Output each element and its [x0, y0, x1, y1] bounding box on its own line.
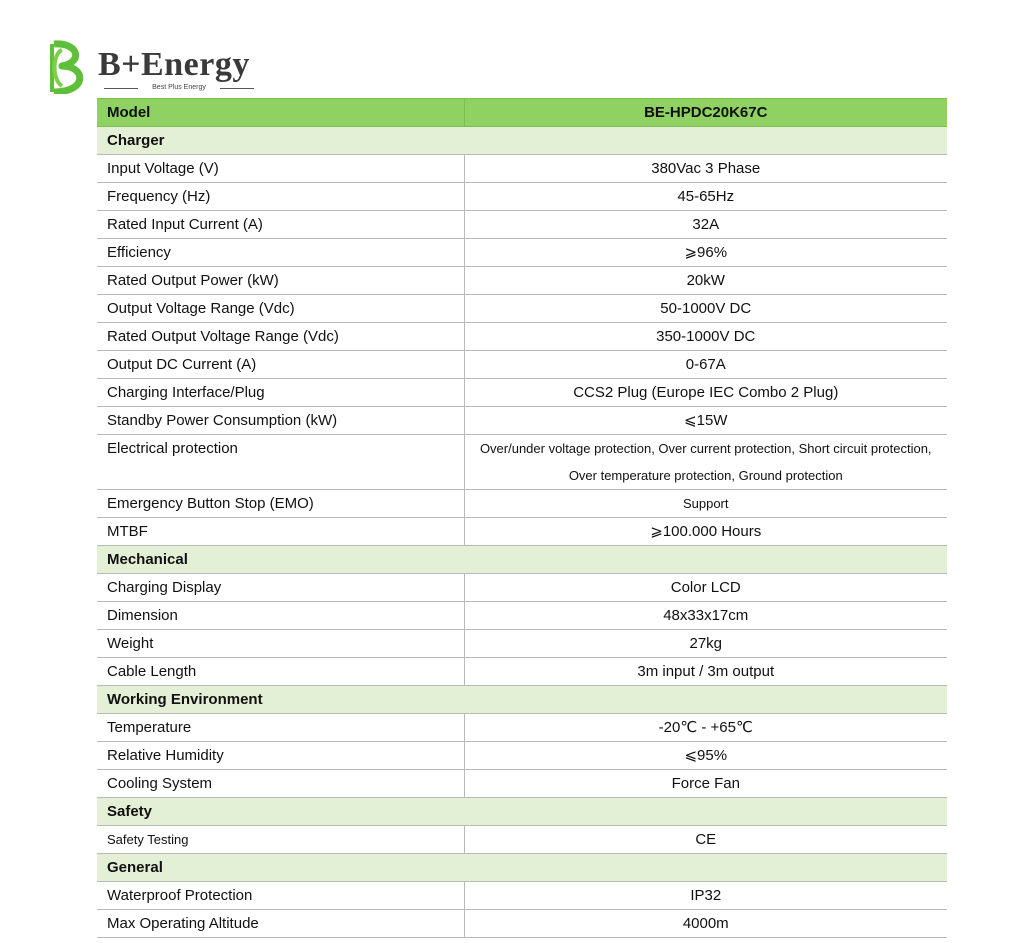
row-label: Max Operating Altitude: [97, 910, 464, 938]
table-row: [97, 323, 947, 351]
row-label: Charging Interface/Plug: [97, 379, 464, 407]
row-value: ⩽15W: [464, 407, 947, 435]
row-label: Rated Output Power (kW): [97, 267, 464, 295]
table-row: [97, 602, 947, 630]
row-value: 350-1000V DC: [464, 323, 947, 351]
spec-table: [97, 98, 947, 938]
header-label: Model: [97, 99, 464, 127]
row-label: Weight: [97, 630, 464, 658]
row-value: 48x33x17cm: [464, 602, 947, 630]
table-row: [97, 351, 947, 379]
table-row: [97, 658, 947, 686]
section-title: Safety: [97, 798, 947, 826]
row-label: Output DC Current (A): [97, 351, 464, 379]
row-label: Input Voltage (V): [97, 155, 464, 183]
row-value: 32A: [464, 211, 947, 239]
row-value: -20℃ - +65℃: [464, 714, 947, 742]
row-value: CE: [464, 826, 947, 854]
brand-tagline: Best Plus Energy: [104, 84, 254, 91]
row-value: 3m input / 3m output: [464, 658, 947, 686]
row-value: Force Fan: [464, 770, 947, 798]
row-label: Safety Testing: [97, 826, 464, 854]
table-row: [97, 183, 947, 211]
row-value: 50-1000V DC: [464, 295, 947, 323]
row-value: Color LCD: [464, 574, 947, 602]
row-value: 380Vac 3 Phase: [464, 155, 947, 183]
row-label: Dimension: [97, 602, 464, 630]
section-safety: [97, 798, 947, 826]
row-value: 4000m: [464, 910, 947, 938]
section-general: [97, 854, 947, 882]
section-charger: [97, 127, 947, 155]
section-title: Working Environment: [97, 686, 947, 714]
table-row: [97, 435, 947, 490]
table-row: [97, 630, 947, 658]
row-value: Support: [464, 490, 947, 518]
row-value: 20kW: [464, 267, 947, 295]
row-value: ⩽95%: [464, 742, 947, 770]
row-value: CCS2 Plug (Europe IEC Combo 2 Plug): [464, 379, 947, 407]
section-mechanical: [97, 546, 947, 574]
table-row: [97, 490, 947, 518]
row-label: Frequency (Hz): [97, 183, 464, 211]
row-label: Cooling System: [97, 770, 464, 798]
section-title: General: [97, 854, 947, 882]
row-label: Cable Length: [97, 658, 464, 686]
row-label: Charging Display: [97, 574, 464, 602]
row-value: 0-67A: [464, 351, 947, 379]
row-label: Waterproof Protection: [97, 882, 464, 910]
table-row: [97, 379, 947, 407]
row-value: ⩾96%: [464, 239, 947, 267]
row-value: ⩾100.000 Hours: [464, 518, 947, 546]
section-title: Charger: [97, 127, 947, 155]
row-value: IP32: [464, 882, 947, 910]
row-value: 27kg: [464, 630, 947, 658]
b-logo-icon: [44, 40, 94, 94]
brand-logo: [44, 40, 274, 96]
table-row: [97, 239, 947, 267]
row-value: Over/under voltage protection, Over current protection, Short circuit protection, Over temperature protection, Ground protection: [464, 435, 947, 490]
table-row: [97, 882, 947, 910]
section-working-environment: [97, 686, 947, 714]
table-row: [97, 826, 947, 854]
row-label: Output Voltage Range (Vdc): [97, 295, 464, 323]
row-label: Rated Output Voltage Range (Vdc): [97, 323, 464, 351]
row-label: Electrical protection: [97, 435, 464, 490]
row-label: Rated Input Current (A): [97, 211, 464, 239]
table-row: [97, 574, 947, 602]
table-row: [97, 295, 947, 323]
row-label: Temperature: [97, 714, 464, 742]
row-label: Standby Power Consumption (kW): [97, 407, 464, 435]
table-row: [97, 267, 947, 295]
section-title: Mechanical: [97, 546, 947, 574]
table-row: [97, 714, 947, 742]
table-row: [97, 211, 947, 239]
table-header-row: [97, 99, 947, 127]
row-value: 45-65Hz: [464, 183, 947, 211]
row-label: Relative Humidity: [97, 742, 464, 770]
row-label: MTBF: [97, 518, 464, 546]
row-label: Efficiency: [97, 239, 464, 267]
row-label: Emergency Button Stop (EMO): [97, 490, 464, 518]
table-row: [97, 742, 947, 770]
table-row: [97, 155, 947, 183]
table-row: [97, 407, 947, 435]
table-row: [97, 518, 947, 546]
table-row: [97, 910, 947, 938]
header-model-value: BE-HPDC20K67C: [464, 99, 947, 127]
brand-name: B+Energy: [98, 46, 250, 83]
table-row: [97, 770, 947, 798]
